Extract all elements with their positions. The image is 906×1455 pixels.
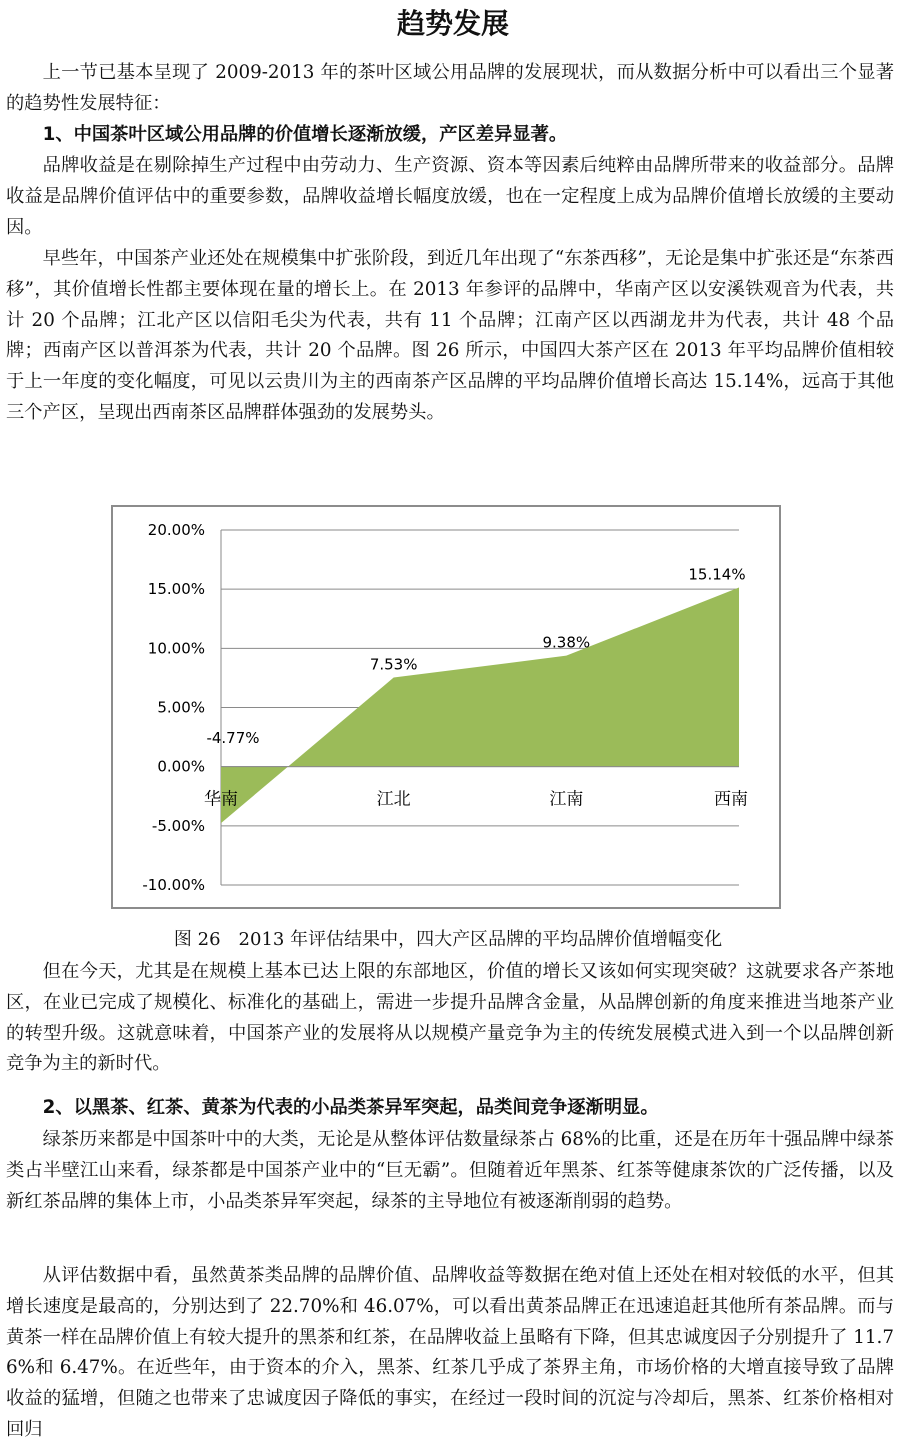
section-1-paragraph-2: 早些年，中国茶产业还处在规模集中扩张阶段，到近几年出现了“东茶西移”，无论是集中扩张还是“东茶西移”，其价值增长性都主要体现在量的增长上。在 2013 年参评的品牌中，华南产区以安溪铁观音为代表，共计 20 个品牌；江北产区以信阳毛尖为代表，共有 11 个品牌；江南产区以西湖龙井为代表，共计 48 个品牌；西南产区以普洱茶为代表，共计 20 个品牌。图 26 所示，中国四大茶产区在 2013 年平均品牌价值相较于上一年度的变化幅度，可见以云贵川为主的西南茶产区品牌的平均品牌价值增长高达 15.14%，远高于其他三个产区，呈现出西南茶区品牌群体强劲的发展势头。	[6, 248, 894, 423]
x-tick-label: 江南	[549, 789, 584, 810]
data-label: 9.38%	[542, 633, 591, 652]
y-tick-label: 0.00%	[157, 757, 205, 776]
y-tick-label: -5.00%	[151, 816, 205, 835]
y-tick-label: 10.00%	[147, 639, 205, 658]
section-2-paragraph-2: 从评估数据中看，虽然黄茶类品牌的品牌价值、品牌收益等数据在绝对值上还处在相对较低的水平，但其增长速度是最高的，分别达到了 22.70%和 46.07%，可以看出黄茶品牌正在迅速追赶其他所有茶品牌。而与黄茶一样在品牌价值上有较大提升的黑茶和红茶，在品牌收益上虽略有下降，但其忠诚度因子分别提升了 11.76%和 6.47%。在近些年，由于资本的介入，黑茶、红茶几乎成了茶界主角，市场价格的大增直接导致了品牌收益的猛增，但随之也带来了忠诚度因子降低的事实，在经过一段时间的沉淀与冷却后，黑茶、红茶价格相对回归	[6, 1265, 894, 1440]
page-title: 趋势发展	[396, 7, 509, 40]
x-tick-label: 江北	[376, 789, 411, 810]
y-tick-label: 5.00%	[157, 698, 205, 717]
data-label: 7.53%	[369, 655, 418, 674]
area-chart	[111, 505, 781, 909]
section-1-paragraph-1: 品牌收益是在剔除掉生产过程中由劳动力、生产资源、资本等因素后纯粹由品牌所带来的收益部分。品牌收益是品牌价值评估中的重要参数，品牌收益增长幅度放缓，也在一定程度上成为品牌价值增长放缓的主要动因。	[6, 155, 894, 238]
area-series	[221, 588, 739, 824]
section-2-paragraph-1: 绿茶历来都是中国茶叶中的大类，无论是从整体评估数量绿茶占 68%的比重，还是在历年十强品牌中绿茶类占半壁江山来看，绿茶都是中国茶产业中的“巨无霸”。但随着近年黑茶、红茶等健康茶饮的广泛传播，以及新红茶品牌的集体上市，小品类茶异军突起，绿茶的主导地位有被逐渐削弱的趋势。	[6, 1129, 894, 1212]
data-label: -4.77%	[206, 729, 260, 748]
paragraph-3: 但在今天，尤其是在规模上基本已达上限的东部地区，价值的增长又该如何实现突破？这就要求各产茶地区，在业已完成了规模化、标准化的基础上，需进一步提升品牌含金量，从品牌创新的角度来推进当地茶产业的转型升级。这就意味着，中国茶产业的发展将从以规模产量竞争为主的传统发展模式进入到一个以品牌创新竞争为主的新时代。	[6, 961, 894, 1075]
y-tick-label: 20.00%	[147, 521, 205, 539]
section-2-heading: 2、以黑茶、红茶、黄茶为代表的小品类茶异军突起，品类间竞争逐渐明显。	[42, 1097, 659, 1118]
x-tick-label: 西南	[714, 789, 748, 810]
intro-paragraph: 上一节已基本呈现了 2009-2013 年的茶叶区域公用品牌的发展现状，而从数据分析中可以看出三个显著的趋势性发展特征：	[6, 62, 894, 114]
data-label: 15.14%	[688, 565, 746, 584]
y-tick-label: 15.00%	[147, 580, 205, 599]
section-1-heading: 1、中国茶叶区域公用品牌的价值增长逐渐放缓，产区差异显著。	[42, 124, 568, 145]
y-tick-label: -10.00%	[142, 876, 205, 894]
x-tick-label: 华南	[204, 789, 238, 810]
figure-caption: 图 26 2013 年评估结果中，四大产区品牌的平均品牌价值增幅变化	[173, 929, 723, 950]
chart-canvas	[113, 507, 779, 907]
